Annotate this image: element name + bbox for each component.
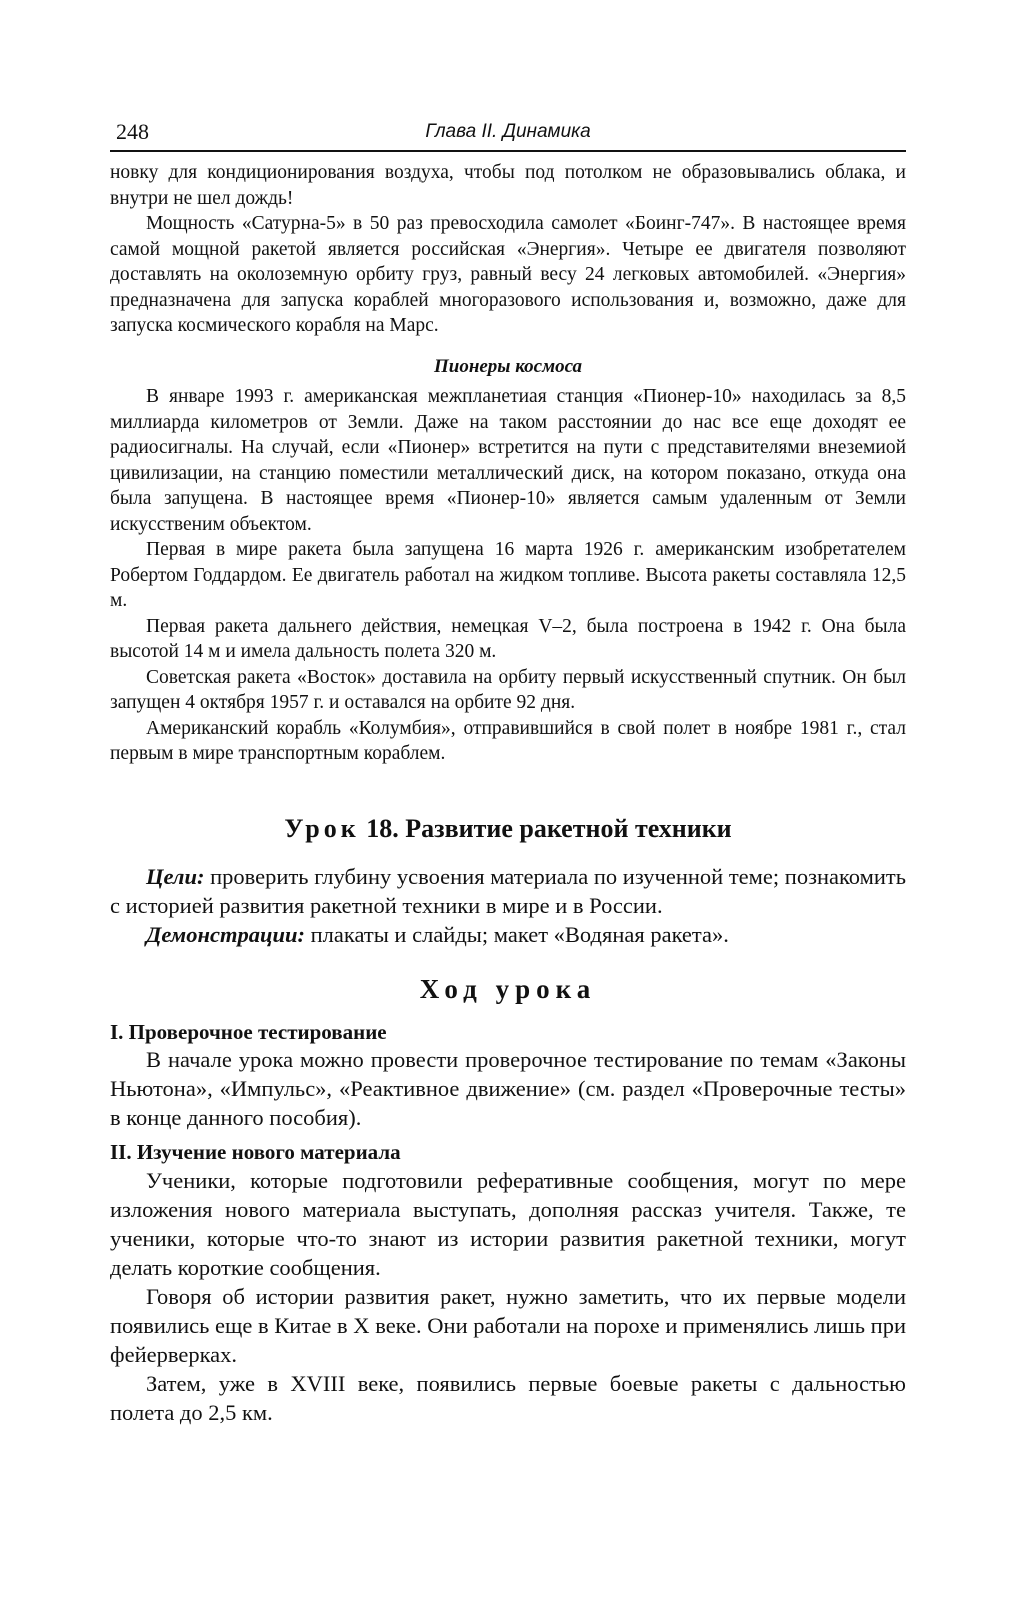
goals-paragraph — [110, 862, 906, 920]
section-text — [110, 1045, 906, 1132]
section-heading: II. Изучение нового материала — [110, 1140, 401, 1164]
paragraph: Первая ракета дальнего действия, немецкая V–2, была построена в 1942 г. Она была высотой 14 м и имела дальность полета 320 м. — [110, 615, 906, 662]
paragraph: новку для кондиционирования воздуха, чтобы под потолком не образовывались облака, и внутри не шел дождь! — [110, 162, 906, 209]
paragraph: Мощность «Сатурна-5» в 50 раз превосходила самолет «Боинг-747». В настоящее время самой мощной ракетой является российская «Энергия». Четыре ее двигателя позволяют доставлять на околоземную орбиту груз, равный весу 24 легковых автомобилей. «Энергия» предназначена для запуска кораблей многоразового использования и, возможно, даже для запуска космического корабля на Марс. — [110, 213, 906, 336]
paragraph: Затем, уже в XVIII веке, появились первые боевые ракеты с дальностью полета до 2,5 км. — [110, 1371, 906, 1425]
paragraph: Первая в мире ракета была запущена 16 марта 1926 г. американским изобретателем Робертом Годдардом. Ее двигатель работал на жидком топливе. Высота ракеты составляла 12,5 м. — [110, 539, 906, 611]
paragraph: Ученики, которые подготовили реферативные сообщения, могут по мере изложения нового материала выступать, дополняя рассказ учителя. Также, те ученики, которые что-то знают из истории развития ракетной техники, могут делать короткие сообщения. — [110, 1168, 906, 1280]
goals-label: Цели: — [146, 864, 205, 889]
running-header — [110, 118, 906, 152]
demo-text: плакаты и слайды; макет «Водяная ракета». — [310, 922, 729, 947]
goals-text: проверить глубину усвоения материала по изученной теме; познакомить с историей развития ракетной техники в мире и в России. — [110, 864, 906, 918]
paragraph: В январе 1993 г. американская межпланетиая станция «Пионер-10» находилась за 8,5 миллиарда километров от Земли. Даже на таком расстоянии до нас все еще доходят ее радиосигналы. На случай, если «Пионер» встретится на пути с представителями внеземиой цивилизации, на станцию поместили металлический диск, на котором показано, откуда она была запущена. В настоящее время «Пионер-10» является самым удаленным от Земли искусственим объектом. — [110, 386, 906, 535]
paragraph: Советская ракета «Восток» доставила на орбиту первый искусственный спутник. Он был запущен 4 октября 1957 г. и оставался на орбите 92 дня. — [110, 666, 906, 713]
lesson-title — [110, 812, 906, 846]
chapter-title: Глава II. Динамика — [425, 121, 591, 142]
section-text — [110, 1166, 906, 1427]
lesson-word: Урок — [284, 814, 360, 843]
paragraph: Американский корабль «Колумбия», отправившийся в свой полет в ноябре 1981 г., стал первым в мире транспортным кораблем. — [110, 717, 906, 764]
lesson-name: 18. Развитие ракетной техники — [366, 814, 732, 843]
progress-heading: Ход урока — [419, 974, 597, 1004]
paragraph: В начале урока можно провести проверочное тестирование по темам «Законы Ньютона», «Импульс», «Реактивное движение» (см. раздел «Проверочные тесты» в конце данного пособия). — [110, 1047, 906, 1130]
pioneers-heading: Пионеры космоса — [433, 356, 583, 377]
pioneers-text — [110, 384, 906, 767]
page-number: 248 — [116, 119, 149, 144]
section-heading: I. Проверочное тестирование — [110, 1020, 387, 1044]
demo-paragraph — [110, 920, 906, 949]
lesson-goals — [110, 862, 906, 949]
paragraph: Говоря об истории развития ракет, нужно заметить, что их первые модели появились еще в Китае в X веке. Они работали на порохе и применялись лишь при фейерверках. — [110, 1284, 906, 1367]
demo-label: Демонстрации: — [146, 922, 305, 947]
intro-text — [110, 160, 906, 339]
